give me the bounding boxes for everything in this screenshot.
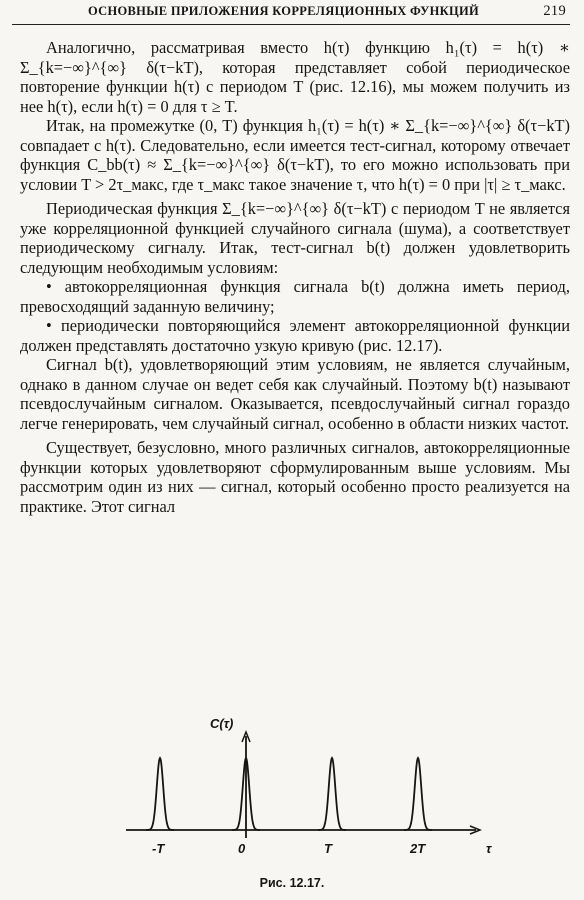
autocorrelation-plot: [118, 708, 498, 868]
figure-12-17: [118, 708, 498, 868]
bullet-1: • автокорреляционная функция сигнала b(t) должна иметь период, превосходящий заданную величину;: [20, 277, 570, 316]
tick-label-1: 0: [238, 841, 246, 856]
paragraph-2: Итак, на промежутке (0, T) функция h₁(τ) = h(τ) ∗ Σ_{k=−∞}^{∞} δ(τ−kT) совпадает с h(τ). Следовательно, если имеется тест-сигнал, которому отвечает функция C_bb(τ) ≈ Σ_{k=−∞}^{∞} δ(τ−kT), то его можно использовать при условии T > 2τ_макс, где τ_макс такое значение τ, что h(τ) = 0 при |τ| ≥ τ_макс.: [20, 116, 570, 194]
y-axis-label: C(τ): [210, 716, 234, 731]
figure-caption: Рис. 12.17.: [259, 876, 325, 890]
tick-label-0: -T: [152, 841, 165, 856]
peak-0: [146, 758, 174, 830]
paragraph-5: Существует, безусловно, много различных сигналов, автокорреляционные функции которых удовлетворяют сформулированным выше условиям. Мы рассмотрим один из них — сигнал, который особенно просто реализуется на практике. Этот сигнал: [20, 438, 570, 516]
paragraph-3: Периодическая функция Σ_{k=−∞}^{∞} δ(τ−kT) с периодом T не является уже корреляционной функцией случайного сигнала (шума), а соответствует периодическому сигналу. Итак, тест-сигнал b(t) должен удовлетворить следующим необходимым условиям:: [20, 199, 570, 277]
running-header: [12, 0, 570, 25]
paragraph-1: Аналогично, рассматривая вместо h(τ) функцию h₁(τ) = h(τ) ∗ Σ_{k=−∞}^{∞} δ(τ−kT), которая представляет собой периодическое повторение функции h(τ) с периодом T (рис. 12.16), мы можем получить из нее h(τ), если h(τ) = 0 для τ ≥ T.: [20, 38, 570, 116]
page-number: 219: [543, 3, 566, 19]
x-axis-label: τ: [486, 841, 492, 856]
peak-2: [318, 758, 346, 830]
paragraph-4: Сигнал b(t), удовлетворяющий этим условиям, не является случайным, однако в данном случае он ведет себя как случайный. Поэтому b(t) называют псевдослучайным сигналом. Оказывается, псевдослучайный сигнал гораздо легче генерировать, чем случайный сигнал, особенно в области низких частот.: [20, 355, 570, 433]
tick-label-3: 2T: [410, 841, 426, 856]
bullet-2: • периодически повторяющийся элемент автокорреляционной функции должен представлять достаточно узкую кривую (рис. 12.17).: [20, 316, 570, 355]
body-text: [20, 38, 570, 516]
peak-3: [404, 758, 432, 830]
tick-label-2: T: [324, 841, 332, 856]
running-title: ОСНОВНЫЕ ПРИЛОЖЕНИЯ КОРРЕЛЯЦИОННЫХ ФУНКЦИЙ: [88, 4, 480, 18]
